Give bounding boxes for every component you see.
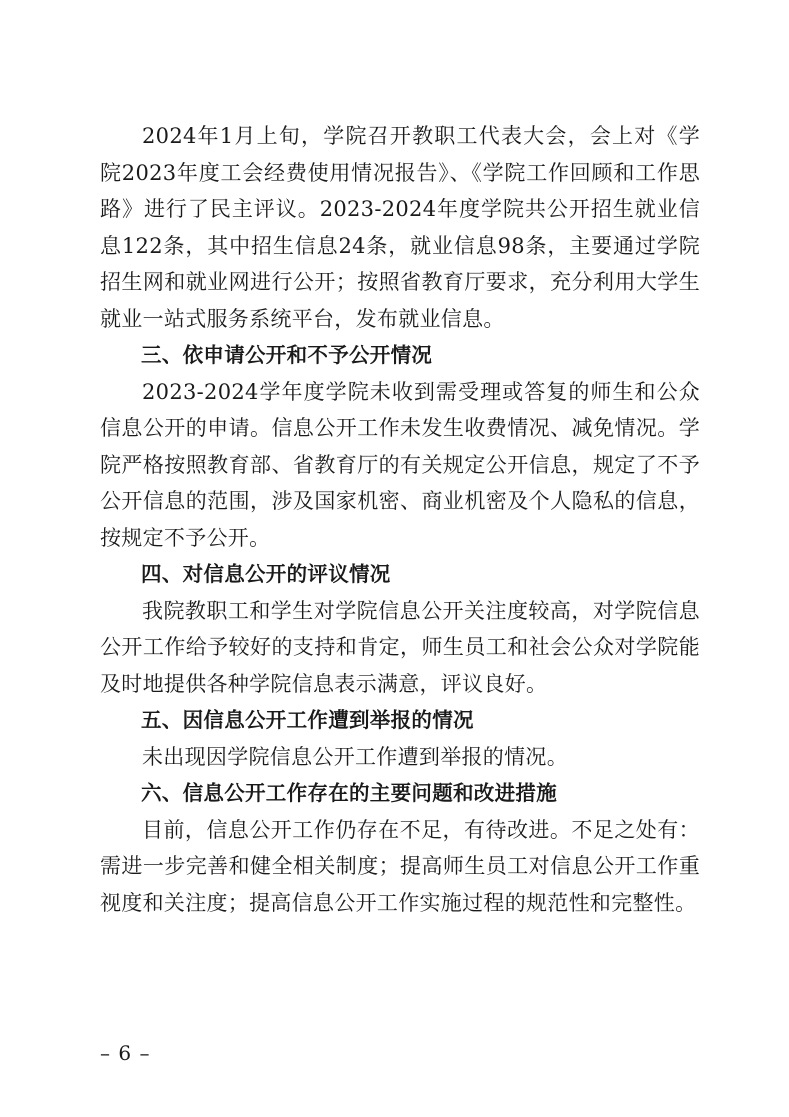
section-heading-6: 六、信息公开工作存在的主要问题和改进措施: [141, 781, 557, 805]
section-body-3: 2023-2024学年度学院未收到需受理或答复的师生和公众信息公开的申请。信息公开工作未发生收费情况、减免情况。学院严格按照教育部、省教育厅的有关规定公开信息，规定了不予公开信息的范围，涉及国家机密、商业机密及个人隐私的信息，按规定不予公开。: [100, 379, 700, 550]
section-body-4: 我院教职工和学生对学院信息公开关注度较高，对学院信息公开工作给予较好的支持和肯定，师生员工和社会公众对学院能及时地提供各种学院信息表示满意，评议良好。: [100, 598, 700, 696]
page-number: – 6 –: [100, 1041, 151, 1065]
paragraph-union-meeting: 2024年1月上旬，学院召开教职工代表大会，会上对《学院2023年度工会经费使用情况报告》、《学院工作回顾和工作思路》进行了民主评议。2023-2024年度学院共公开招生就业信息122条，其中招生信息24条，就业信息98条，主要通过学院招生网和就业网进行公开；按照省教育厅要求，充分利用大学生就业一站式服务系统平台，发布就业信息。: [100, 124, 700, 331]
section-body-5: 未出现因学院信息公开工作遭到举报的情况。: [142, 744, 568, 769]
section-body-6: 目前，信息公开工作仍存在不足，有待改进。不足之处有：需进一步完善和健全相关制度；提高师生员工对信息公开工作重视度和关注度；提高信息公开工作实施过程的规范性和完整性。: [100, 817, 700, 915]
section-heading-5: 五、因信息公开工作遭到举报的情况: [141, 708, 474, 732]
section-heading-4: 四、对信息公开的评议情况: [141, 562, 391, 586]
document-body: [100, 118, 700, 921]
section-heading-3: 三、依申请公开和不予公开情况: [141, 343, 433, 367]
